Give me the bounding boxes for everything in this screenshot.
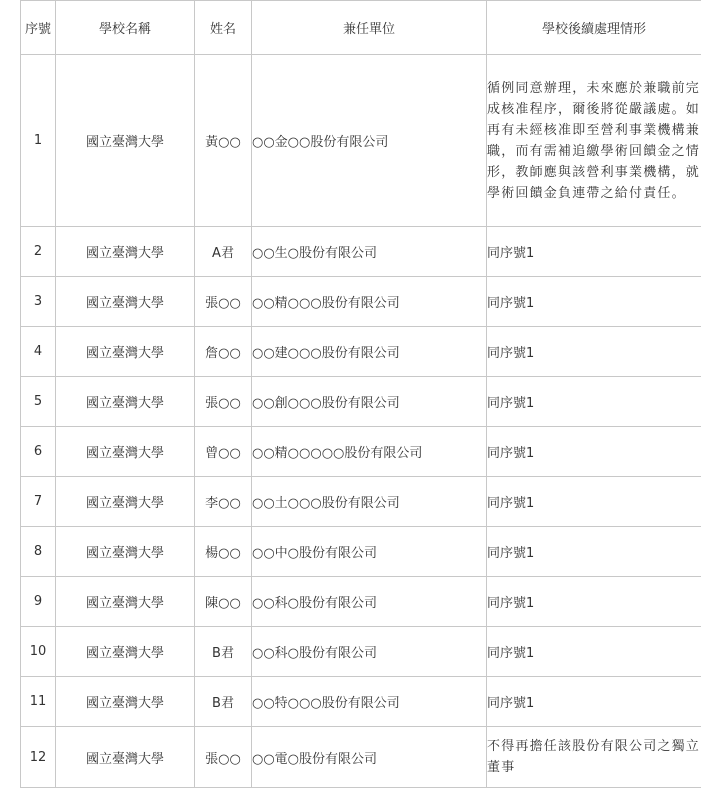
cell-school-name: 國立臺灣大學 (56, 527, 195, 577)
cell-part-time-unit: ○○科○股份有限公司 (252, 627, 487, 677)
header-part-time-unit: 兼任單位 (252, 1, 487, 55)
cell-part-time-unit: ○○電○股份有限公司 (252, 727, 487, 788)
header-row (21, 1, 702, 55)
cell-serial-no: 9 (21, 577, 56, 627)
cell-part-time-unit: ○○精○○○股份有限公司 (252, 277, 487, 327)
cell-person-name: 詹○○ (195, 327, 252, 377)
cell-person-name: 陳○○ (195, 577, 252, 627)
cell-follow-up-handling: 同序號1 (487, 577, 702, 627)
cell-serial-no: 1 (21, 55, 56, 227)
cell-serial-no: 11 (21, 677, 56, 727)
header-serial-no: 序號 (21, 1, 56, 55)
table-row (21, 727, 702, 788)
table-row (21, 477, 702, 527)
cell-follow-up-handling: 同序號1 (487, 477, 702, 527)
cell-follow-up-handling: 同序號1 (487, 427, 702, 477)
cell-serial-no: 5 (21, 377, 56, 427)
cell-school-name: 國立臺灣大學 (56, 427, 195, 477)
cell-person-name: 張○○ (195, 377, 252, 427)
cell-person-name: 黃○○ (195, 55, 252, 227)
cell-school-name: 國立臺灣大學 (56, 627, 195, 677)
cell-school-name: 國立臺灣大學 (56, 727, 195, 788)
cell-follow-up-handling: 同序號1 (487, 227, 702, 277)
table-row (21, 627, 702, 677)
cell-follow-up-handling: 同序號1 (487, 677, 702, 727)
cell-person-name: 李○○ (195, 477, 252, 527)
cell-follow-up-handling: 同序號1 (487, 527, 702, 577)
cell-person-name: A君 (195, 227, 252, 277)
table-container (20, 0, 701, 790)
cell-follow-up-handling: 同序號1 (487, 277, 702, 327)
cell-school-name: 國立臺灣大學 (56, 55, 195, 227)
cell-follow-up-handling: 同序號1 (487, 627, 702, 677)
cell-part-time-unit: ○○科○股份有限公司 (252, 577, 487, 627)
cell-school-name: 國立臺灣大學 (56, 577, 195, 627)
table-row (21, 327, 702, 377)
table-row (21, 277, 702, 327)
table-row (21, 677, 702, 727)
cell-person-name: 張○○ (195, 277, 252, 327)
cell-school-name: 國立臺灣大學 (56, 677, 195, 727)
cell-person-name: 曾○○ (195, 427, 252, 477)
cell-part-time-unit: ○○土○○○股份有限公司 (252, 477, 487, 527)
cell-part-time-unit: ○○金○○股份有限公司 (252, 55, 487, 227)
table-row (21, 527, 702, 577)
cell-person-name: 楊○○ (195, 527, 252, 577)
cell-school-name: 國立臺灣大學 (56, 277, 195, 327)
cell-school-name: 國立臺灣大學 (56, 227, 195, 277)
cell-person-name: 張○○ (195, 727, 252, 788)
header-person-name: 姓名 (195, 1, 252, 55)
part-time-cases-table (20, 0, 701, 788)
table-row (21, 227, 702, 277)
table-row (21, 427, 702, 477)
cell-school-name: 國立臺灣大學 (56, 327, 195, 377)
table-row (21, 577, 702, 627)
cell-follow-up-handling: 同序號1 (487, 327, 702, 377)
cell-serial-no: 8 (21, 527, 56, 577)
cell-part-time-unit: ○○特○○○股份有限公司 (252, 677, 487, 727)
cell-person-name: B君 (195, 677, 252, 727)
table-row (21, 377, 702, 427)
cell-part-time-unit: ○○建○○○股份有限公司 (252, 327, 487, 377)
cell-serial-no: 10 (21, 627, 56, 677)
cell-part-time-unit: ○○創○○○股份有限公司 (252, 377, 487, 427)
header-follow-up-handling: 學校後續處理情形 (487, 1, 702, 55)
cell-follow-up-handling: 同序號1 (487, 377, 702, 427)
cell-school-name: 國立臺灣大學 (56, 377, 195, 427)
cell-part-time-unit: ○○生○股份有限公司 (252, 227, 487, 277)
cell-school-name: 國立臺灣大學 (56, 477, 195, 527)
cell-serial-no: 2 (21, 227, 56, 277)
cell-follow-up-handling: 循例同意辦理，未來應於兼職前完成核准程序，爾後將從嚴議處。如再有未經核准即至營利事業機構兼職，而有需補追繳學術回饋金之情形，教師應與該營利事業機構，就學術回饋金負連帶之給付責任。 (487, 55, 702, 227)
cell-person-name: B君 (195, 627, 252, 677)
cell-serial-no: 7 (21, 477, 56, 527)
table-row (21, 55, 702, 227)
cell-serial-no: 3 (21, 277, 56, 327)
cell-serial-no: 4 (21, 327, 56, 377)
cell-follow-up-handling: 不得再擔任該股份有限公司之獨立董事 (487, 727, 702, 788)
cell-serial-no: 12 (21, 727, 56, 788)
cell-serial-no: 6 (21, 427, 56, 477)
cell-part-time-unit: ○○精○○○○○股份有限公司 (252, 427, 487, 477)
cell-part-time-unit: ○○中○股份有限公司 (252, 527, 487, 577)
header-school-name: 學校名稱 (56, 1, 195, 55)
